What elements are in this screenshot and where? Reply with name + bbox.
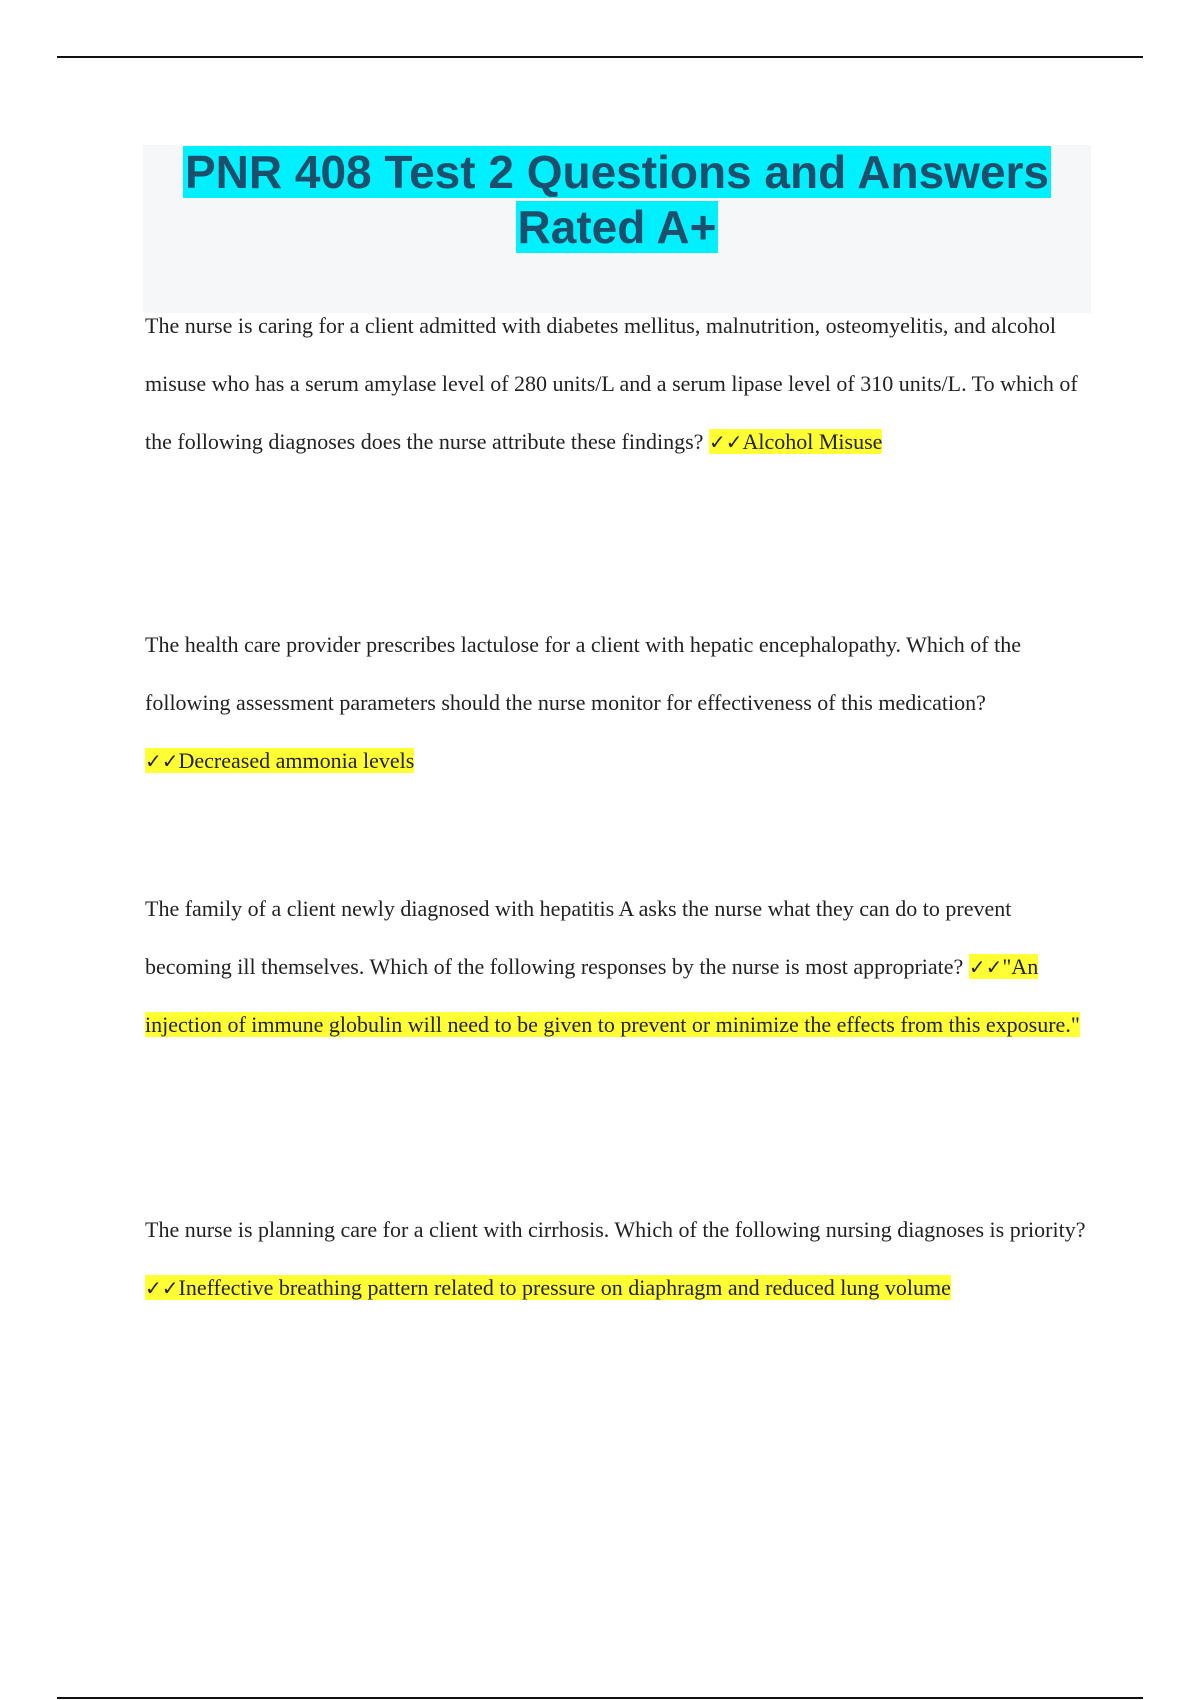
double-check-icon: ✓✓	[145, 749, 179, 773]
title-block	[143, 145, 1091, 313]
title-line-1: PNR 408 Test 2 Questions and Answers	[184, 146, 1050, 198]
answer-2-text: Decreased ammonia levels	[178, 748, 415, 773]
double-check-icon: ✓✓	[968, 955, 1003, 979]
question-1	[145, 297, 1095, 471]
question-4-text: The nurse is planning care for a client with cirrhosis. Which of the following nursing diagnoses is priority?	[145, 1217, 1086, 1242]
bottom-rule	[57, 1697, 1143, 1699]
question-1-text: The nurse is caring for a client admitted with diabetes mellitus, malnutrition, osteomyelitis, and alcohol misuse who has a serum amylase level of 280 units/L and a serum lipase level of 310 units/L. To which of the following diagnoses does the nurse attribute these findings?	[145, 313, 1078, 454]
answer-3-text: "An injection of immune globulin will need to be given to prevent or minimize the effects from this exposure."	[145, 954, 1080, 1037]
answer-4-text: Ineffective breathing pattern related to pressure on diaphragm and reduced lung volume	[178, 1275, 951, 1300]
question-2-text: The health care provider prescribes lactulose for a client with hepatic encephalopathy. Which of the following assessment parameters should the nurse monitor for effectiveness of this medication?	[145, 632, 1021, 715]
answer-1-text: Alcohol Misuse	[742, 429, 883, 454]
page-title	[143, 145, 1091, 255]
double-check-icon: ✓✓	[145, 1276, 179, 1300]
question-2	[145, 616, 1095, 790]
answer-1	[709, 429, 882, 454]
question-3	[145, 880, 1095, 1054]
question-4	[145, 1201, 1095, 1317]
top-rule	[57, 56, 1143, 58]
answer-4	[145, 1275, 951, 1300]
question-3-text: The family of a client newly diagnosed with hepatitis A asks the nurse what they can do to prevent becoming ill themselves. Which of the following responses by the nurse is most appropriate?	[145, 896, 1012, 979]
double-check-icon: ✓✓	[708, 430, 743, 454]
title-line-2: Rated A+	[517, 201, 717, 253]
answer-2	[145, 748, 414, 773]
